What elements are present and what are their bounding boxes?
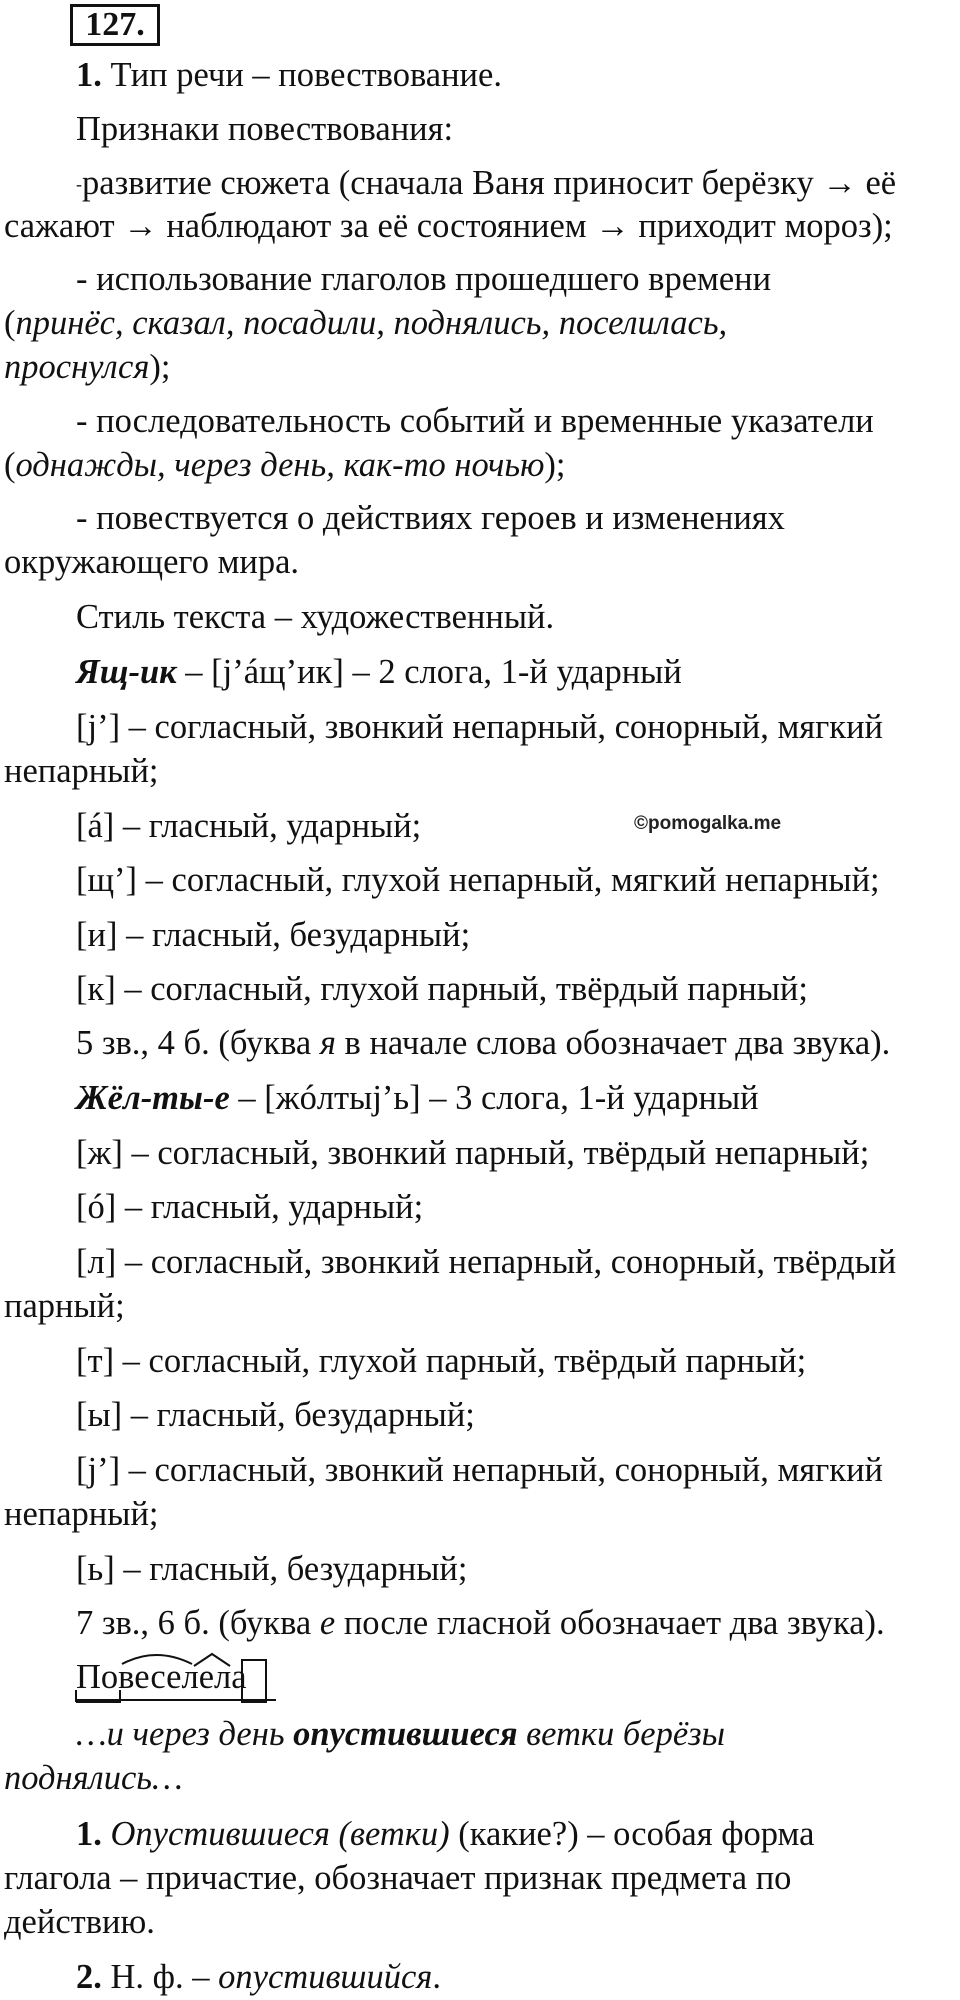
text: Тип речи – повествование. [101,56,502,94]
word-syllables: Жёл-ты-е [76,1079,230,1117]
line-morphemic-parse [76,1656,247,1698]
text: [ж] – согласный, звонкий парный, твёрдый непарный; [76,1134,870,1172]
italic-quote: …и через день [76,1715,294,1753]
text: 7 зв., 6 б. (буква [76,1604,320,1642]
line-quote-cont [4,1757,183,1799]
italic-term: Опустившиеся (ветки) [110,1815,450,1853]
text: парный; [4,1287,125,1325]
line-sound-y [76,1394,475,1436]
text: действию. [4,1903,155,1941]
line-sound-l-cont [4,1285,125,1327]
morphemic-word [76,1656,247,1698]
text: ( [4,446,16,484]
line-sign-2-examples-end [4,346,170,388]
line-sound-l [76,1241,896,1283]
text: после гласной обозначает два звука). [335,1604,885,1642]
text: ); [149,348,171,386]
text: непарный; [4,1495,159,1533]
line-sound-k [76,968,808,1010]
line-speech-type [76,54,502,96]
text: 5 зв., 4 б. (буква [76,1024,320,1062]
line-sound-shch [76,859,880,901]
text: в начале слова обозначает два звука). [335,1024,891,1062]
line-sound-j [76,706,883,748]
line-sound-a [76,805,421,847]
italic-examples: однажды, через день, как-то ночью [15,446,545,484]
text: сажают → наблюдают за её состоянием → приходит мороз); [4,207,893,245]
text: – [жóлтыj’ь] – 3 слога, 1-й ударный [229,1079,759,1117]
italic-letter: е [319,1604,336,1642]
root-arc [122,1655,192,1664]
text: [ь] – гласный, безударный; [76,1550,468,1588]
text: [ó] – гласный, ударный; [76,1188,424,1226]
text: [á] – гласный, ударный; [76,807,422,845]
line-sound-o [76,1186,423,1228]
watermark: ©pomogalka.me [634,813,782,834]
line-sign-4 [76,497,785,539]
suffix: ел [198,1658,232,1696]
item-number: 1. [76,56,102,94]
task-number: 127. [85,6,145,43]
line-analysis-1-cont [4,1857,791,1899]
line-sound-t [76,1340,806,1382]
line-count-1 [76,1022,890,1064]
line-sound-j2 [76,1449,883,1491]
text: [щ’] – согласный, глухой непарный, мягкий непарный; [76,861,880,899]
line-word-yashchik [76,651,682,693]
line-analysis-2 [76,1956,441,1998]
text: ); [544,446,566,484]
text: - повествуется о действиях героев и изменениях [76,499,785,537]
text: – [j’áщ’ик] – 2 слога, 1-й ударный [176,653,682,691]
text: - последовательность событий и временные указатели [76,402,874,440]
line-word-zheltye [76,1077,759,1119]
dash: - [76,174,82,194]
italic-examples: проснулся [4,348,150,386]
line-quote [76,1713,725,1755]
line-sound-soft-sign [76,1548,467,1590]
line-sign-4-cont [4,541,299,583]
text: [к] – согласный, глухой парный, твёрдый парный; [76,970,808,1008]
text: непарный; [4,752,159,790]
text: Н. ф. – [101,1958,219,1996]
text: ( [4,304,16,342]
line-sign-2-examples [4,302,727,344]
italic-quote: ветки берёзы [517,1715,725,1753]
ending: а [231,1658,247,1696]
line-sign-1 [76,162,896,205]
task-number-box [70,4,160,46]
prefix: По [76,1658,119,1696]
text: [j’] – согласный, звонкий непарный, сонорный, мягкий [76,708,883,746]
text: окружающего мира. [4,543,300,581]
line-sign-2 [76,258,771,300]
text: [т] – согласный, глухой парный, твёрдый парный; [76,1342,807,1380]
italic-examples: принёс, сказал, посадили, поднялись, поселилась, [15,304,728,342]
text: Признаки повествования: [76,110,454,148]
ending-box [242,1660,266,1702]
line-analysis-1 [76,1813,814,1855]
text: [л] – согласный, звонкий непарный, сонорный, твёрдый [76,1243,897,1281]
line-sound-j-cont [4,750,159,792]
line-sign-1-cont [4,205,893,247]
line-sound-j2-cont [4,1493,159,1535]
text: [ы] – гласный, безударный; [76,1396,475,1434]
item-number: 1. [76,1815,102,1853]
line-sound-zh [76,1132,869,1174]
text: развитие сюжета (сначала Ваня приносит берёзку → её [82,164,897,202]
suffix-mark [194,1654,230,1666]
morpheme-marks [76,1650,276,1710]
line-analysis-1-end [4,1901,155,1943]
highlighted-word: опустившиеся [293,1715,518,1753]
text: [j’] – согласный, звонкий непарный, сонорный, мягкий [76,1451,883,1489]
italic-term: опустившийся [218,1958,433,1996]
line-sign-3 [76,400,874,442]
text: Стиль текста – художественный. [76,598,555,636]
text: (какие?) – особая форма [449,1815,815,1853]
line-style [76,596,554,638]
line-sign-3-examples [4,444,565,486]
line-count-2 [76,1602,885,1644]
text: . [432,1958,441,1996]
line-signs-heading [76,108,453,150]
text: [и] – гласный, безударный; [76,916,471,954]
line-sound-i [76,914,470,956]
italic-quote: поднялись… [4,1759,183,1797]
text: - использование глаголов прошедшего времени [76,260,772,298]
word-syllables: Ящ-ик [76,653,177,691]
italic-letter: я [319,1024,336,1062]
root: весел [118,1658,199,1696]
text: глагола – причастие, обозначает признак предмета по [4,1859,792,1897]
item-number: 2. [76,1958,102,1996]
